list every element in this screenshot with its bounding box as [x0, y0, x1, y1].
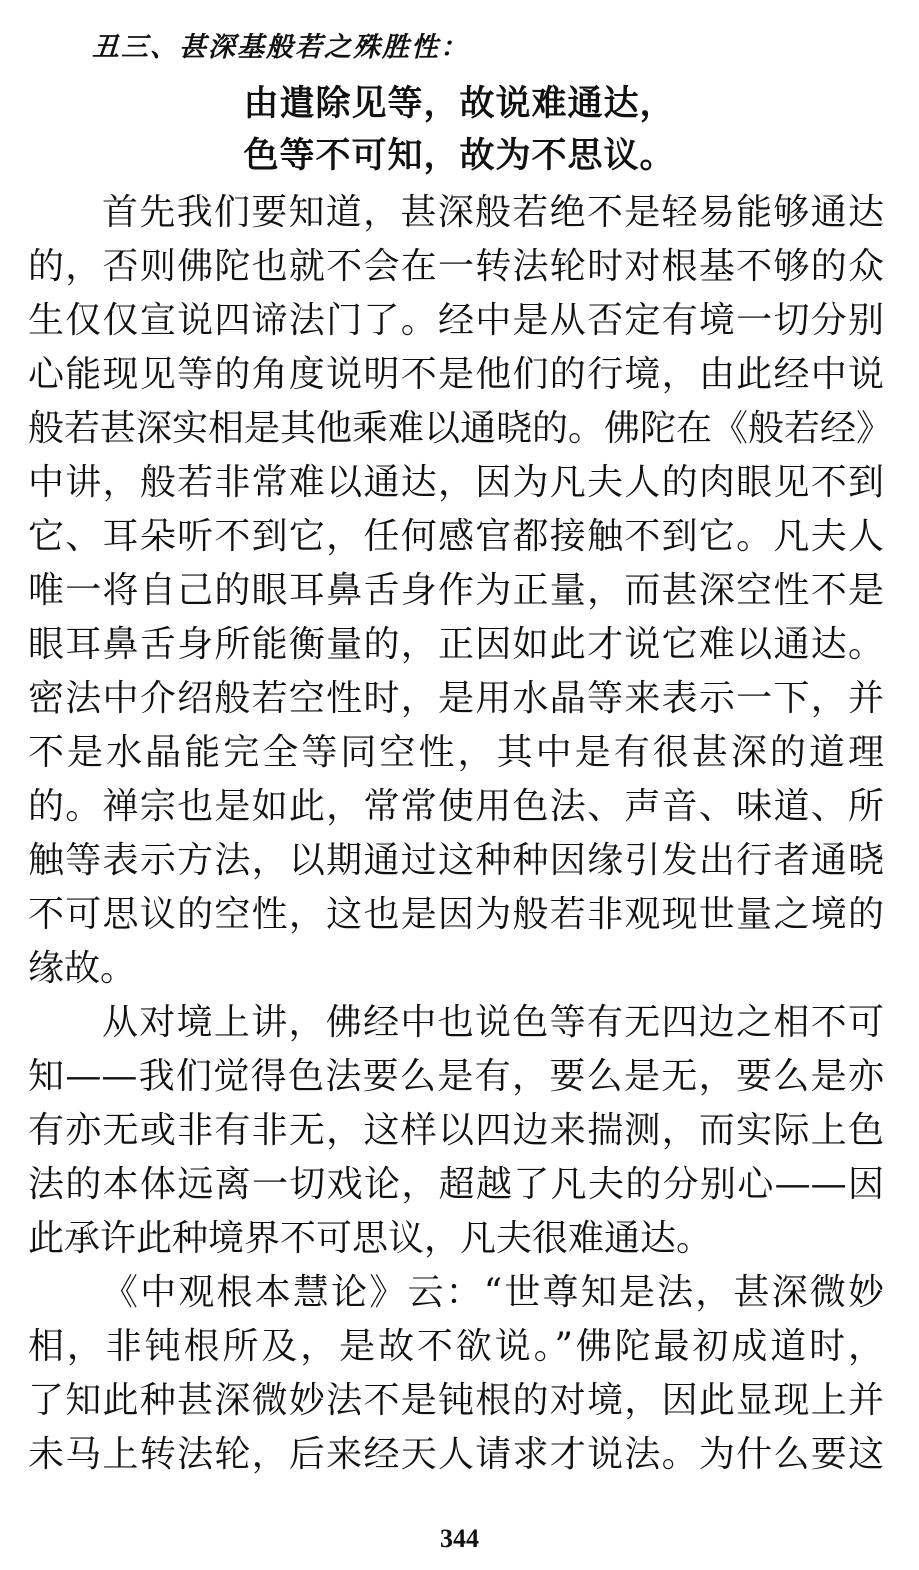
text-line: 眼耳鼻舌身所能衡量的，正因如此才说它难以通达。 — [28, 624, 884, 665]
text-line: 触等表示方法，以期通过这种种因缘引发出行者通晓 — [28, 840, 884, 881]
text-line: 它、耳朵听不到它，任何感官都接触不到它。凡夫人 — [28, 516, 884, 557]
text-line: 相，非钝根所及，是故不欲说。”佛陀最初成道时， — [28, 1326, 884, 1367]
text-line: 的。禅宗也是如此，常常使用色法、声音、味道、所 — [28, 786, 884, 827]
text-line: 有亦无或非有非无，这样以四边来揣测，而实际上色 — [28, 1110, 884, 1151]
text-line: 此承许此种境界不可思议，凡夫很难通达。 — [28, 1218, 713, 1259]
paragraph-1 — [28, 186, 893, 996]
text-line: 《中观根本慧论》云：“世尊知是法，甚深微妙 — [102, 1272, 884, 1313]
text-line: 的，否则佛陀也就不会在一转法轮时对根基不够的众 — [28, 246, 884, 287]
commentary-body — [28, 186, 893, 1482]
page-number: 344 — [440, 1524, 479, 1553]
paragraph-2 — [28, 996, 884, 1266]
section-heading: 丑三、甚深基般若之殊胜性： — [92, 32, 469, 63]
text-line: 未马上转法轮，后来经天人请求才说法。为什么要这 — [28, 1434, 884, 1475]
text-line: 唯一将自己的眼耳鼻舌身作为正量，而甚深空性不是 — [28, 570, 884, 611]
paragraph-3 — [28, 1266, 884, 1482]
text-line: 不是水晶能完全等同空性，其中是有很甚深的道理 — [28, 732, 884, 773]
text-line: 不可思议的空性，这也是因为般若非观现世量之境的 — [28, 894, 884, 935]
text-line: 密法中介绍般若空性时，是用水晶等来表示一下，并 — [28, 678, 884, 719]
text-line: 了知此种甚深微妙法不是钝根的对境，因此显现上并 — [28, 1380, 884, 1421]
text-line: 般若甚深实相是其他乘难以通晓的。佛陀在《般若经》 — [28, 408, 893, 449]
verse-line-2: 色等不可知，故为不思议。 — [243, 136, 676, 176]
text-line: 心能现见等的角度说明不是他们的行境，由此经中说 — [28, 354, 884, 395]
text-line: 从对境上讲，佛经中也说色等有无四边之相不可 — [102, 1002, 884, 1043]
verse-line-1: 由遣除见等，故说难通达， — [243, 84, 676, 124]
text-line: 缘故。 — [28, 948, 137, 989]
text-line: 知——我们觉得色法要么是有，要么是无，要么是亦 — [28, 1056, 884, 1097]
text-line: 法的本体远离一切戏论，超越了凡夫的分别心——因 — [28, 1164, 884, 1205]
text-line: 中讲，般若非常难以通达，因为凡夫人的肉眼见不到 — [28, 462, 884, 503]
text-line: 首先我们要知道，甚深般若绝不是轻易能够通达 — [102, 192, 884, 233]
text-line: 生仅仅宣说四谛法门了。经中是从否定有境一切分别 — [28, 300, 884, 341]
